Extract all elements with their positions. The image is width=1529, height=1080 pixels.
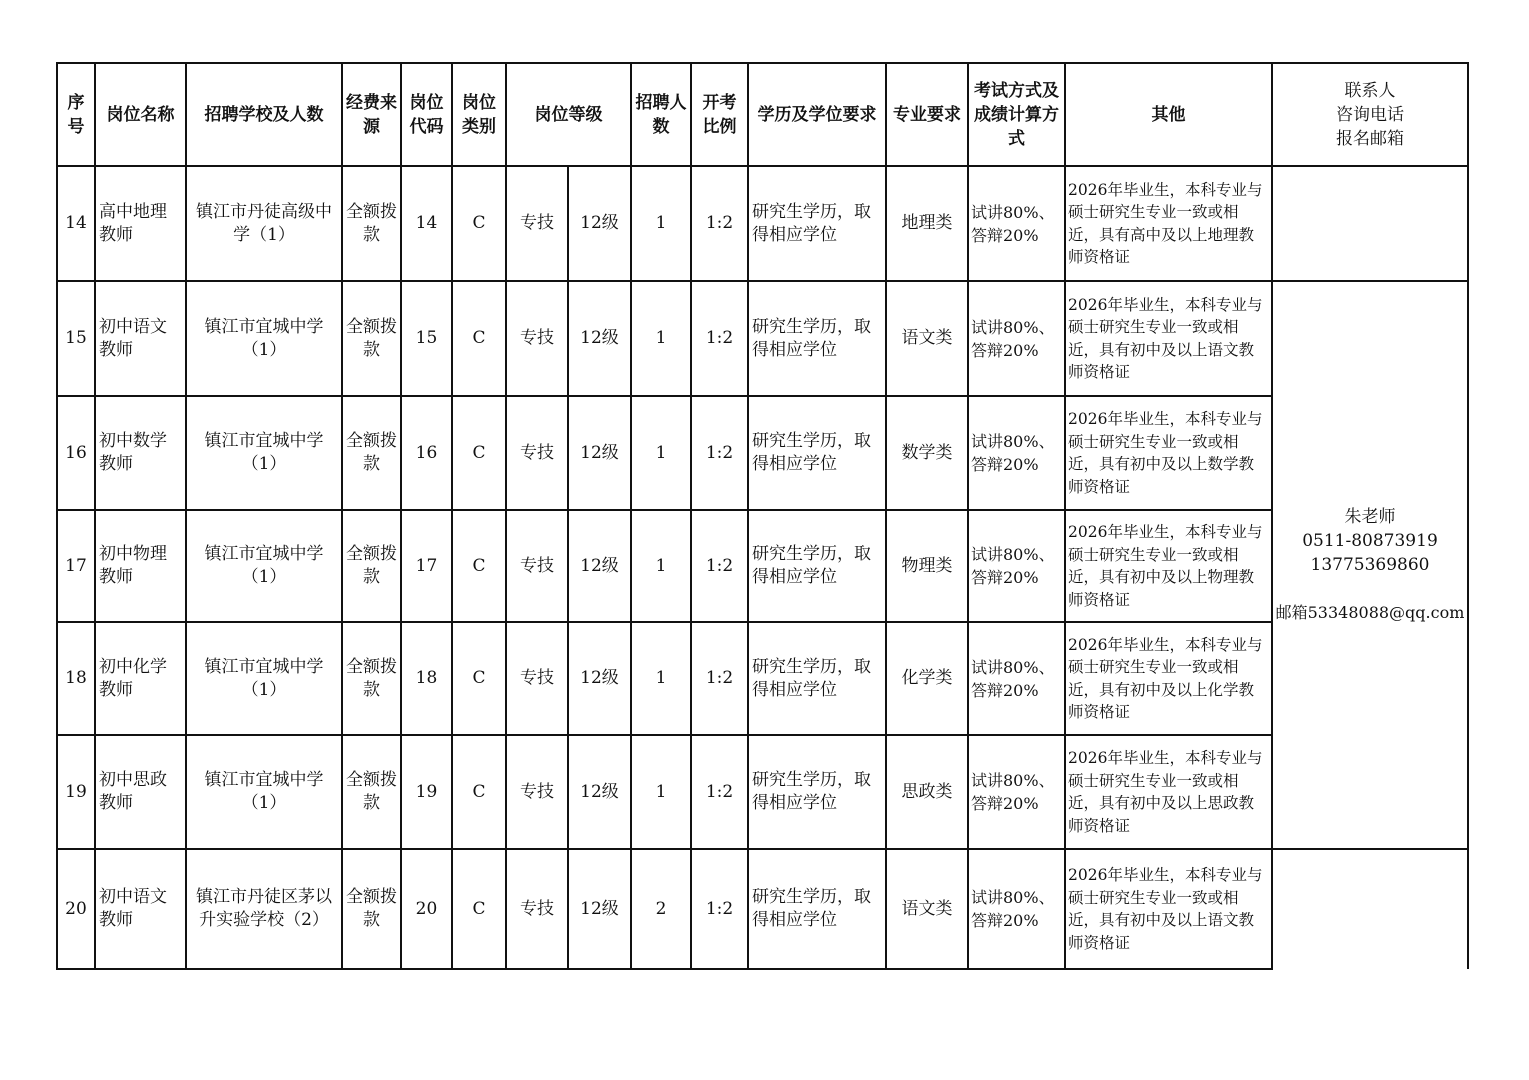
cell-school: 镇江市宜城中学（1） bbox=[186, 510, 342, 622]
cell-funding: 全额拨款 bbox=[342, 735, 401, 849]
header-school: 招聘学校及人数 bbox=[186, 63, 342, 166]
cell-education: 研究生学历，取得相应学位 bbox=[748, 396, 886, 510]
header-grade: 岗位等级 bbox=[506, 63, 631, 166]
cell-category: C bbox=[452, 849, 506, 969]
cell-major: 语文类 bbox=[886, 849, 968, 969]
cell-position-name: 高中地理教师 bbox=[95, 166, 186, 281]
cell-exam: 试讲80%、答辩20% bbox=[968, 849, 1065, 969]
header-category: 岗位类别 bbox=[452, 63, 506, 166]
cell-category: C bbox=[452, 622, 506, 735]
cell-education: 研究生学历，取得相应学位 bbox=[748, 849, 886, 969]
header-seq: 序号 bbox=[57, 63, 95, 166]
cell-education: 研究生学历，取得相应学位 bbox=[748, 735, 886, 849]
cell-ratio: 1:2 bbox=[691, 510, 748, 622]
cell-education: 研究生学历，取得相应学位 bbox=[748, 166, 886, 281]
cell-other: 2026年毕业生，本科专业与硕士研究生专业一致或相近，具有初中及以上语文教师资格证 bbox=[1065, 281, 1272, 396]
contact-name: 朱老师 bbox=[1344, 507, 1396, 527]
cell-exam: 试讲80%、答辩20% bbox=[968, 396, 1065, 510]
cell-school: 镇江市宜城中学（1） bbox=[186, 396, 342, 510]
cell-position-name: 初中物理教师 bbox=[95, 510, 186, 622]
contact-phone-landline: 0511-80873919 bbox=[1302, 531, 1438, 551]
cell-ratio: 1:2 bbox=[691, 281, 748, 396]
header-education: 学历及学位要求 bbox=[748, 63, 886, 166]
cell-other: 2026年毕业生，本科专业与硕士研究生专业一致或相近，具有初中及以上物理教师资格证 bbox=[1065, 510, 1272, 622]
cell-exam: 试讲80%、答辩20% bbox=[968, 510, 1065, 622]
cell-count: 1 bbox=[631, 396, 691, 510]
cell-school: 镇江市丹徒高级中学（1） bbox=[186, 166, 342, 281]
header-contact-email: 报名邮箱 bbox=[1336, 128, 1404, 149]
cell-other: 2026年毕业生，本科专业与硕士研究生专业一致或相近，具有高中及以上地理教师资格证 bbox=[1065, 166, 1272, 281]
header-ratio: 开考比例 bbox=[691, 63, 748, 166]
header-exam: 考试方式及成绩计算方式 bbox=[968, 63, 1065, 166]
cell-other: 2026年毕业生，本科专业与硕士研究生专业一致或相近，具有初中及以上化学教师资格证 bbox=[1065, 622, 1272, 735]
header-major: 专业要求 bbox=[886, 63, 968, 166]
cell-contact-empty bbox=[1272, 849, 1468, 969]
cell-exam: 试讲80%、答辩20% bbox=[968, 281, 1065, 396]
header-other: 其他 bbox=[1065, 63, 1272, 166]
cell-exam: 试讲80%、答辩20% bbox=[968, 622, 1065, 735]
cell-position-name: 初中数学教师 bbox=[95, 396, 186, 510]
recruitment-table bbox=[56, 62, 1469, 970]
cell-ratio: 1:2 bbox=[691, 396, 748, 510]
header-contact bbox=[1272, 63, 1468, 166]
cell-grade-level: 12级 bbox=[568, 849, 631, 969]
cell-grade-level: 12级 bbox=[568, 166, 631, 281]
cell-code: 18 bbox=[401, 622, 452, 735]
cell-grade-type: 专技 bbox=[506, 166, 568, 281]
cell-position-name: 初中语文教师 bbox=[95, 849, 186, 969]
header-funding: 经费来源 bbox=[342, 63, 401, 166]
cell-other: 2026年毕业生，本科专业与硕士研究生专业一致或相近，具有初中及以上语文教师资格证 bbox=[1065, 849, 1272, 969]
cell-funding: 全额拨款 bbox=[342, 396, 401, 510]
cell-grade-level: 12级 bbox=[568, 735, 631, 849]
cell-major: 地理类 bbox=[886, 166, 968, 281]
cell-category: C bbox=[452, 510, 506, 622]
cell-grade-type: 专技 bbox=[506, 735, 568, 849]
cell-count: 2 bbox=[631, 849, 691, 969]
cell-major: 化学类 bbox=[886, 622, 968, 735]
cell-exam: 试讲80%、答辩20% bbox=[968, 166, 1065, 281]
cell-seq: 18 bbox=[57, 622, 95, 735]
cell-code: 20 bbox=[401, 849, 452, 969]
cell-grade-type: 专技 bbox=[506, 849, 568, 969]
cell-seq: 16 bbox=[57, 396, 95, 510]
cell-code: 14 bbox=[401, 166, 452, 281]
cell-seq: 20 bbox=[57, 849, 95, 969]
cell-grade-type: 专技 bbox=[506, 622, 568, 735]
table-row bbox=[57, 166, 1468, 281]
cell-position-name: 初中化学教师 bbox=[95, 622, 186, 735]
cell-ratio: 1:2 bbox=[691, 166, 748, 281]
cell-grade-type: 专技 bbox=[506, 281, 568, 396]
header-row bbox=[57, 63, 1468, 166]
cell-education: 研究生学历，取得相应学位 bbox=[748, 281, 886, 396]
cell-grade-type: 专技 bbox=[506, 396, 568, 510]
table-row bbox=[57, 281, 1468, 396]
cell-grade-level: 12级 bbox=[568, 396, 631, 510]
cell-grade-level: 12级 bbox=[568, 510, 631, 622]
cell-school: 镇江市丹徒区茅以升实验学校（2） bbox=[186, 849, 342, 969]
contact-email: 邮箱53348088@qq.com bbox=[1275, 603, 1465, 622]
cell-school: 镇江市宜城中学（1） bbox=[186, 735, 342, 849]
cell-position-name: 初中语文教师 bbox=[95, 281, 186, 396]
cell-seq: 14 bbox=[57, 166, 95, 281]
cell-code: 16 bbox=[401, 396, 452, 510]
cell-count: 1 bbox=[631, 622, 691, 735]
cell-code: 19 bbox=[401, 735, 452, 849]
cell-category: C bbox=[452, 281, 506, 396]
cell-school: 镇江市宜城中学（1） bbox=[186, 622, 342, 735]
cell-education: 研究生学历，取得相应学位 bbox=[748, 510, 886, 622]
cell-category: C bbox=[452, 166, 506, 281]
cell-category: C bbox=[452, 735, 506, 849]
cell-ratio: 1:2 bbox=[691, 735, 748, 849]
cell-other: 2026年毕业生，本科专业与硕士研究生专业一致或相近，具有初中及以上思政教师资格证 bbox=[1065, 735, 1272, 849]
cell-funding: 全额拨款 bbox=[342, 849, 401, 969]
header-code: 岗位代码 bbox=[401, 63, 452, 166]
cell-major: 思政类 bbox=[886, 735, 968, 849]
cell-grade-level: 12级 bbox=[568, 281, 631, 396]
table-row bbox=[57, 849, 1468, 969]
header-contact-person: 联系人 bbox=[1344, 80, 1396, 101]
cell-seq: 15 bbox=[57, 281, 95, 396]
cell-code: 17 bbox=[401, 510, 452, 622]
cell-funding: 全额拨款 bbox=[342, 510, 401, 622]
cell-funding: 全额拨款 bbox=[342, 281, 401, 396]
contact-phone-mobile: 13775369860 bbox=[1310, 555, 1430, 575]
contact-block bbox=[1272, 281, 1468, 849]
cell-exam: 试讲80%、答辩20% bbox=[968, 735, 1065, 849]
header-count: 招聘人数 bbox=[631, 63, 691, 166]
cell-grade-type: 专技 bbox=[506, 510, 568, 622]
cell-position-name: 初中思政教师 bbox=[95, 735, 186, 849]
cell-code: 15 bbox=[401, 281, 452, 396]
cell-seq: 17 bbox=[57, 510, 95, 622]
table-row bbox=[57, 510, 1468, 622]
cell-school: 镇江市宜城中学（1） bbox=[186, 281, 342, 396]
cell-count: 1 bbox=[631, 166, 691, 281]
cell-major: 语文类 bbox=[886, 281, 968, 396]
cell-count: 1 bbox=[631, 510, 691, 622]
cell-seq: 19 bbox=[57, 735, 95, 849]
cell-major: 数学类 bbox=[886, 396, 968, 510]
cell-ratio: 1:2 bbox=[691, 622, 748, 735]
cell-other: 2026年毕业生，本科专业与硕士研究生专业一致或相近，具有初中及以上数学教师资格证 bbox=[1065, 396, 1272, 510]
header-position-name: 岗位名称 bbox=[95, 63, 186, 166]
cell-count: 1 bbox=[631, 735, 691, 849]
cell-ratio: 1:2 bbox=[691, 849, 748, 969]
table-row bbox=[57, 396, 1468, 510]
table-row bbox=[57, 622, 1468, 735]
cell-funding: 全额拨款 bbox=[342, 166, 401, 281]
cell-education: 研究生学历，取得相应学位 bbox=[748, 622, 886, 735]
header-contact-phone: 咨询电话 bbox=[1336, 104, 1404, 125]
cell-grade-level: 12级 bbox=[568, 622, 631, 735]
table-row bbox=[57, 735, 1468, 849]
cell-major: 物理类 bbox=[886, 510, 968, 622]
cell-funding: 全额拨款 bbox=[342, 622, 401, 735]
cell-category: C bbox=[452, 396, 506, 510]
cell-count: 1 bbox=[631, 281, 691, 396]
cell-contact-empty bbox=[1272, 166, 1468, 281]
